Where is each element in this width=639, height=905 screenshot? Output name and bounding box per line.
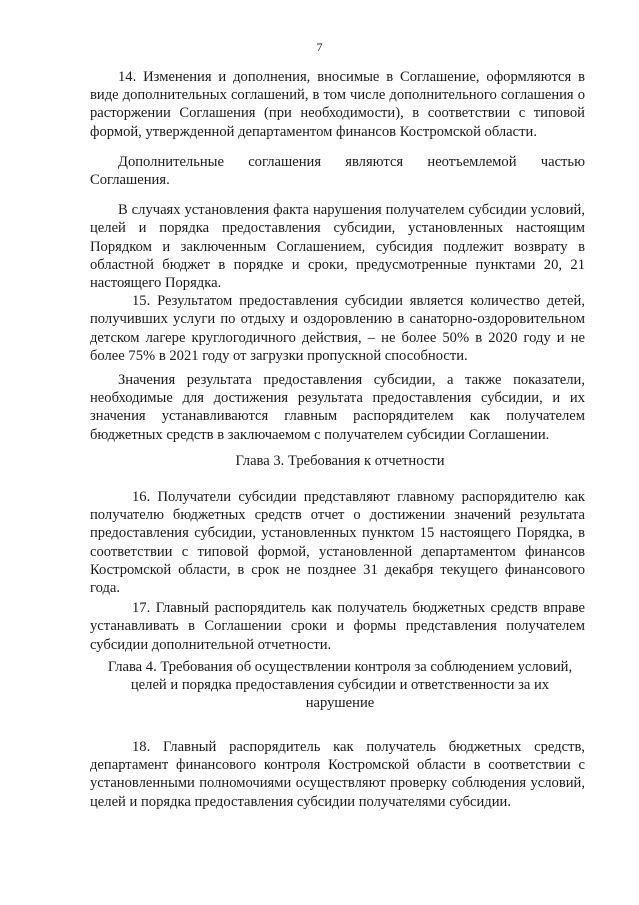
page-number: 7 bbox=[316, 40, 323, 54]
section-a bbox=[90, 68, 585, 444]
paragraph-18: 18. Главный распорядитель как получатель бюджетных средств, департамент финансового контроля Костромской области в соответствии с установленными полномочиями осуществляют проверку соблюдения условий, целей и порядка предоставления субсидии получателями субсидии. bbox=[90, 739, 585, 810]
paragraph-14: 14. Изменения и дополнения, вносимые в Соглашение, оформляются в виде дополнительных соглашений, в том числе дополнительного соглашения о расторжении Соглашения (при необходимости), в соответствии с типовой формой, утвержденной департаментом финансов Костромской области. bbox=[90, 69, 585, 140]
paragraph-16: 16. Получатели субсидии представляют главному распорядителю как получателю бюджетных средств отчет о достижении значений результата предоставления субсидии, установленных пунктом 15 настоящего Порядка, в соответствии с типовой формой, установленной департаментом финансов Костромской области, в срок не позднее 31 декабря текущего финансового года. bbox=[90, 489, 585, 597]
paragraph-violation: В случаях установления факта нарушения получателем субсидии условий, целей и порядка предоставления субсидии, установленных настоящим Порядком и заключенным Соглашением, субсидия подлежит возврату в областной бюджет в порядке и сроки, предусмотренные пунктами 20, 21 настоящего Порядка. bbox=[90, 202, 585, 292]
paragraph-17: 17. Главный распорядитель как получатель бюджетных средств вправе устанавливать в Соглашении сроки и формы представления получателем субсидии дополнительной отчетности. bbox=[90, 600, 585, 653]
section-b bbox=[90, 488, 585, 654]
paragraph-result-values: Значения результата предоставления субсидии, а также показатели, необходимые для достижения результата предоставления субсидии, и их значения устанавливаются главным распорядителем как получателем бюджетных средств в заключаемом с получателем субсидии Соглашении. bbox=[90, 372, 585, 443]
section-c bbox=[90, 738, 585, 811]
paragraph-additional-agreements: Дополнительные соглашения являются неотъемлемой частью Соглашения. bbox=[90, 153, 585, 189]
chapter-3-heading: Глава 3. Требования к отчетности bbox=[235, 453, 445, 469]
paragraph-15: 15. Результатом предоставления субсидии является количество детей, получивших услуги по отдыху и оздоровлению в санаторно-оздоровительном детском лагере круглогодичного действия, – не более 50% в 2020 году и не более 75% в 2021 году от загрузки пропускной способности. bbox=[90, 293, 585, 364]
chapter-4-heading: Глава 4. Требования об осуществлении контроля за соблюдением условий, целей и порядка предоставления субсидии и ответственности за их нарушение bbox=[107, 659, 573, 712]
